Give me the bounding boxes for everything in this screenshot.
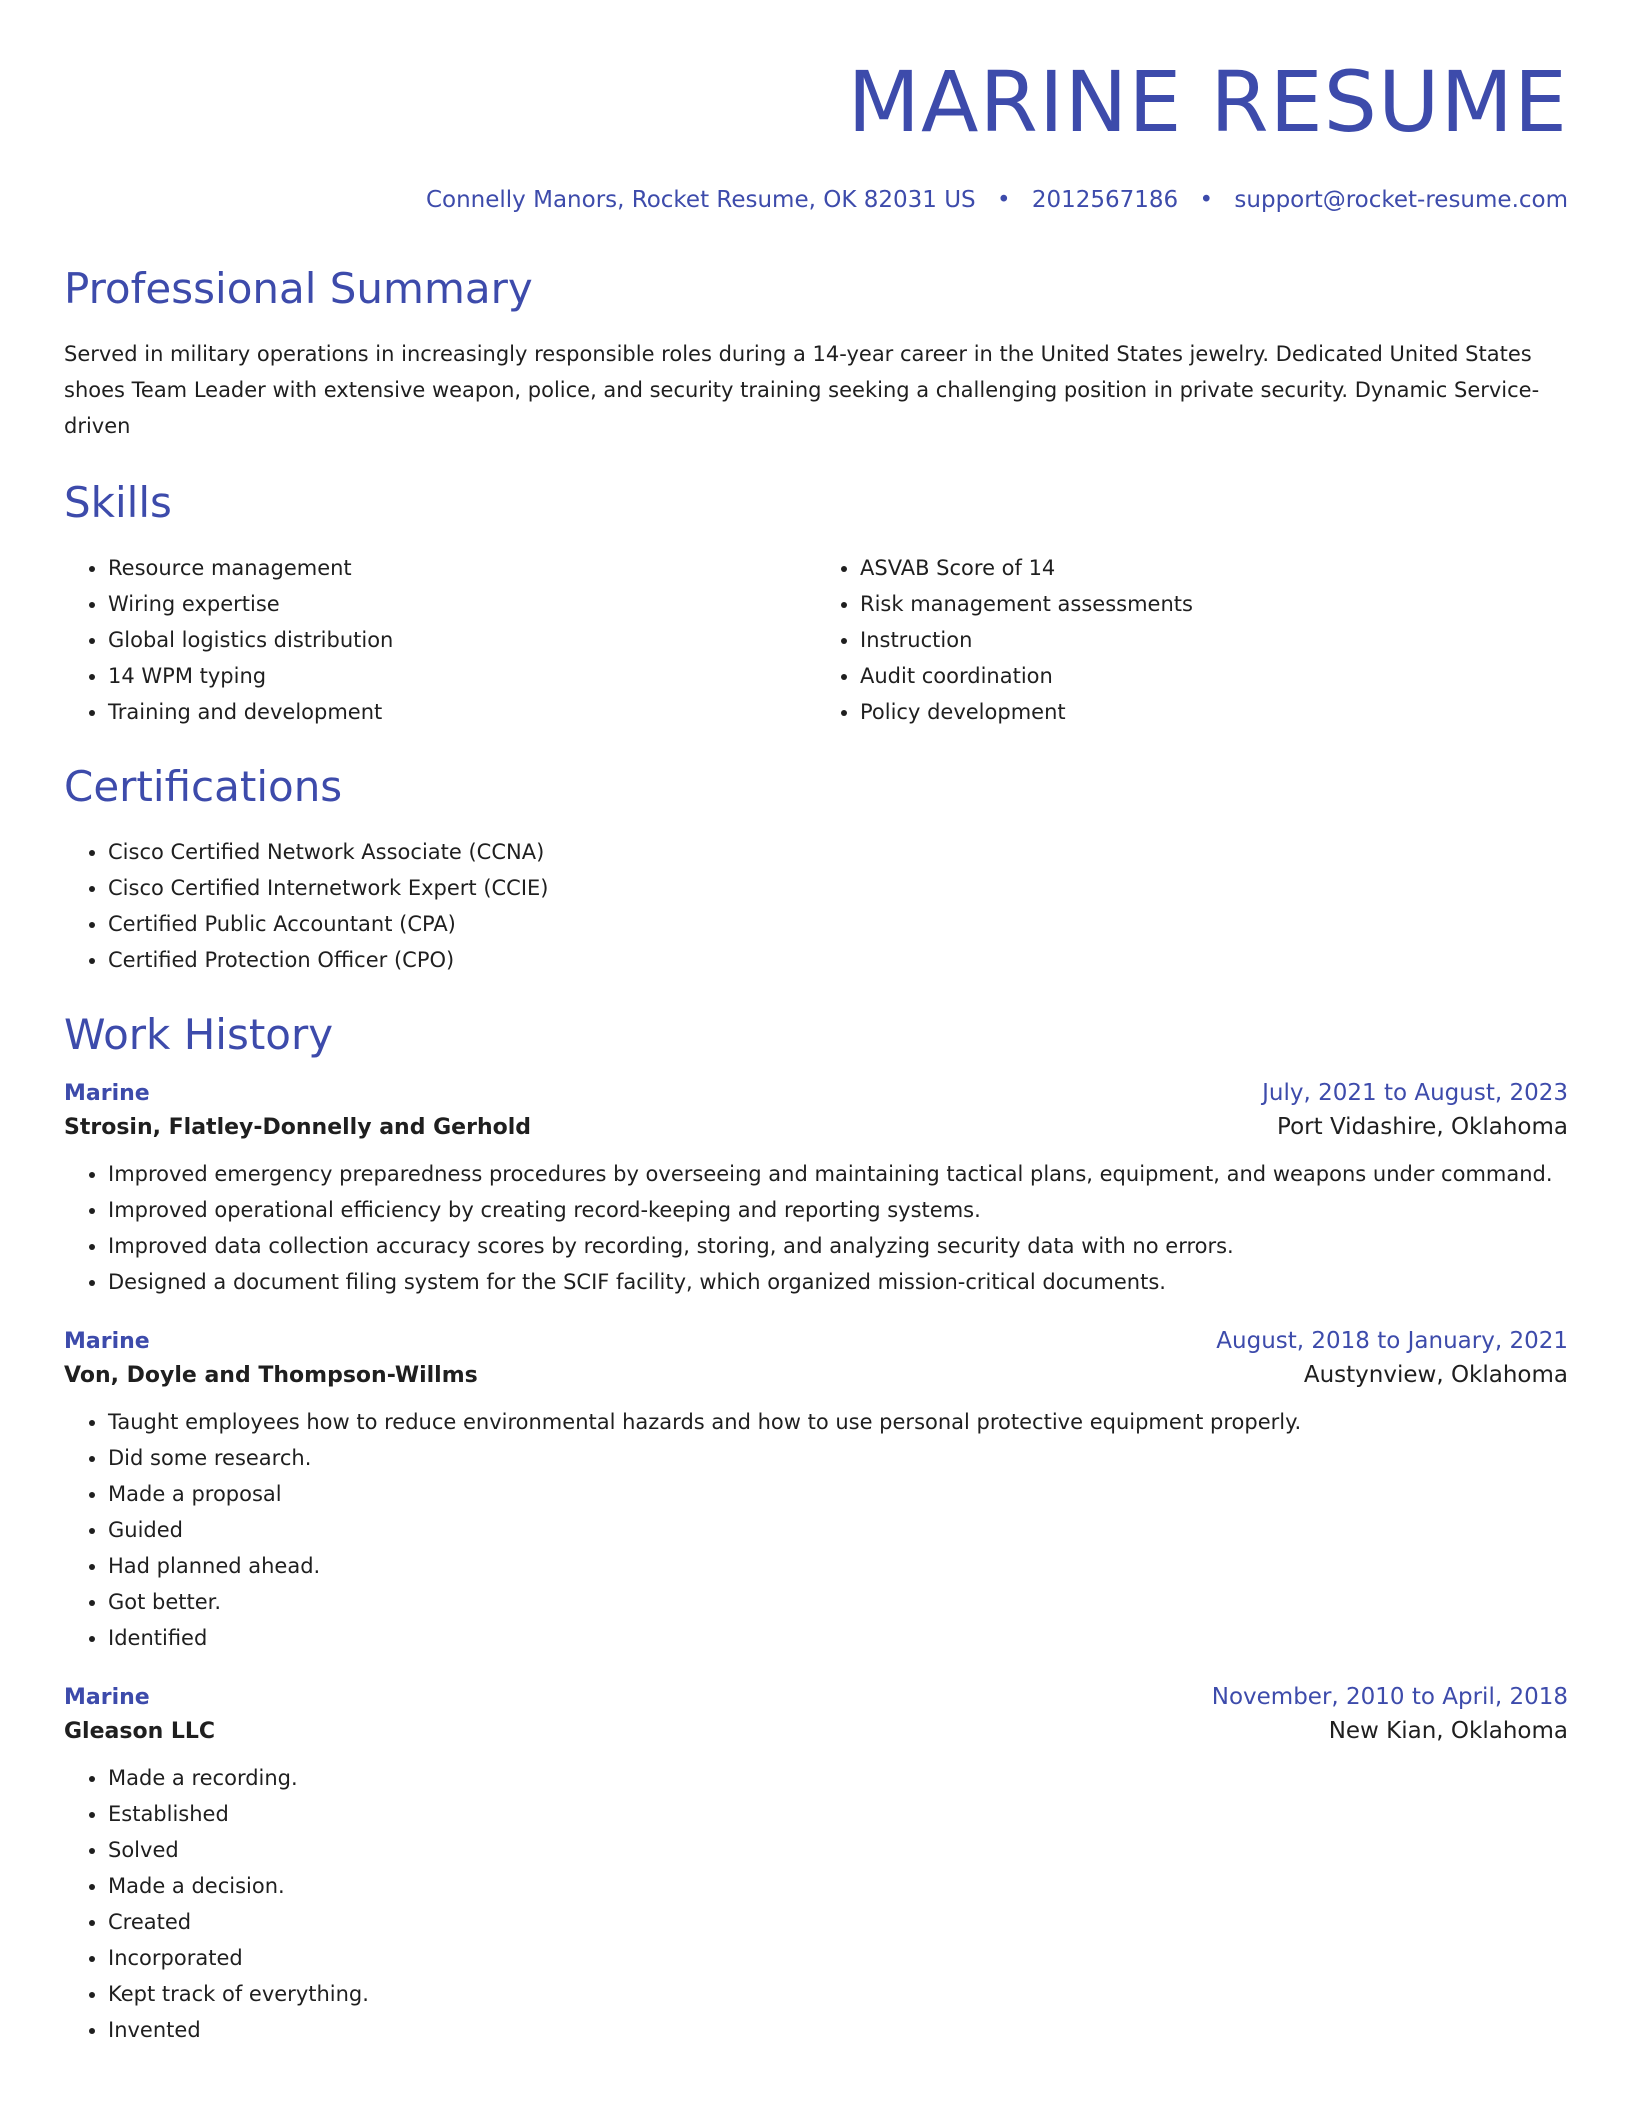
skill-item: • Global logistics distribution [108,622,816,658]
skill-item: • 14 WPM typing [108,658,816,694]
skill-item: • Policy development [860,694,1568,730]
job-bullet: • Designed a document filing system for the SCIF facility, which organized mission-critical documents. [108,1264,1568,1300]
job-subheader [64,1114,1568,1140]
job-location: Austynview, Oklahoma [1303,1362,1568,1388]
job-bullet: • Guided [108,1512,1568,1548]
contact-line [64,189,1568,212]
job-bullet: • Had planned ahead. [108,1548,1568,1584]
job-bullets [64,1760,1568,2048]
job-header [64,1328,1568,1354]
certification-item: • Certified Public Accountant (CPA) [108,906,1568,942]
job-bullet: • Improved operational efficiency by creating record-keeping and reporting systems. [108,1192,1568,1228]
skill-item: • Instruction [860,622,1568,658]
job-bullet: • Made a decision. [108,1868,1568,1904]
job-bullet: • Taught employees how to reduce environmental hazards and how to use personal protective equipment properly. [108,1404,1568,1440]
contact-email[interactable]: support@rocket-resume.com [1234,187,1568,213]
contact-separator: • [1199,187,1214,213]
job-entry [64,1080,1568,1300]
job-dates: November, 2010 to April, 2018 [1211,1684,1568,1710]
job-bullet: • Did some research. [108,1440,1568,1476]
skill-item: • ASVAB Score of 14 [860,550,1568,586]
job-header [64,1684,1568,1710]
job-company: Von, Doyle and Thompson-Willms [64,1363,478,1388]
skill-item: • Wiring expertise [108,586,816,622]
job-title: Marine [64,1329,150,1354]
job-bullet: • Improved emergency preparedness procedures by overseeing and maintaining tactical plans, equipment, and weapons under command. [108,1156,1568,1192]
job-subheader [64,1718,1568,1744]
job-bullets [64,1404,1568,1656]
job-dates: August, 2018 to January, 2021 [1216,1328,1568,1354]
contact-separator: • [996,187,1011,213]
section-heading-work-history: Work History [64,1010,334,1059]
job-subheader [64,1362,1568,1388]
section-heading-certifications: Certifications [64,762,343,811]
resume-page [64,0,1568,2048]
certifications-list [64,834,1568,978]
job-title: Marine [64,1685,150,1710]
job-bullets [64,1156,1568,1300]
job-entry [64,1328,1568,1656]
skill-item: • Resource management [108,550,816,586]
skills-columns [64,550,1568,730]
job-entry [64,1684,1568,2048]
skills-list-right [816,550,1568,730]
job-bullet: • Established [108,1796,1568,1832]
job-bullet: • Got better. [108,1584,1568,1620]
job-bullet: • Made a proposal [108,1476,1568,1512]
job-location: New Kian, Oklahoma [1328,1718,1568,1744]
job-dates: July, 2021 to August, 2023 [1262,1080,1568,1106]
job-location: Port Vidashire, Oklahoma [1277,1114,1568,1140]
section-heading-skills: Skills [64,478,172,527]
job-company: Strosin, Flatley-Donnelly and Gerhold [64,1115,532,1140]
job-bullet: • Solved [108,1832,1568,1868]
job-bullet: • Kept track of everything. [108,1976,1568,2012]
section-heading-summary: Professional Summary [64,264,533,313]
contact-address: Connelly Manors, Rocket Resume, OK 82031 US [425,187,976,213]
certification-item: • Certified Protection Officer (CPO) [108,942,1568,978]
resume-title: MARINE RESUME [847,53,1568,151]
certification-item: • Cisco Certified Internetwork Expert (CCIE) [108,870,1568,906]
summary-text: Served in military operations in increasingly responsible roles during a 14-year career in the United States jewelry. Dedicated United States shoes Team Leader with extensive weapon, police, and security training seeking a challenging position in private security. Dynamic Service-driven [64,342,1540,438]
job-company: Gleason LLC [64,1719,216,1744]
skill-item: • Audit coordination [860,658,1568,694]
skill-item: • Risk management assessments [860,586,1568,622]
certification-item: • Cisco Certified Network Associate (CCNA) [108,834,1568,870]
contact-phone[interactable]: 2012567186 [1031,187,1179,213]
skill-item: • Training and development [108,694,816,730]
skills-list-left [64,550,816,730]
job-header [64,1080,1568,1106]
job-bullet: • Identified [108,1620,1568,1656]
job-bullet: • Invented [108,2012,1568,2048]
job-bullet: • Incorporated [108,1940,1568,1976]
job-bullet: • Made a recording. [108,1760,1568,1796]
job-bullet: • Improved data collection accuracy scores by recording, storing, and analyzing security data with no errors. [108,1228,1568,1264]
job-title: Marine [64,1081,150,1106]
job-bullet: • Created [108,1904,1568,1940]
